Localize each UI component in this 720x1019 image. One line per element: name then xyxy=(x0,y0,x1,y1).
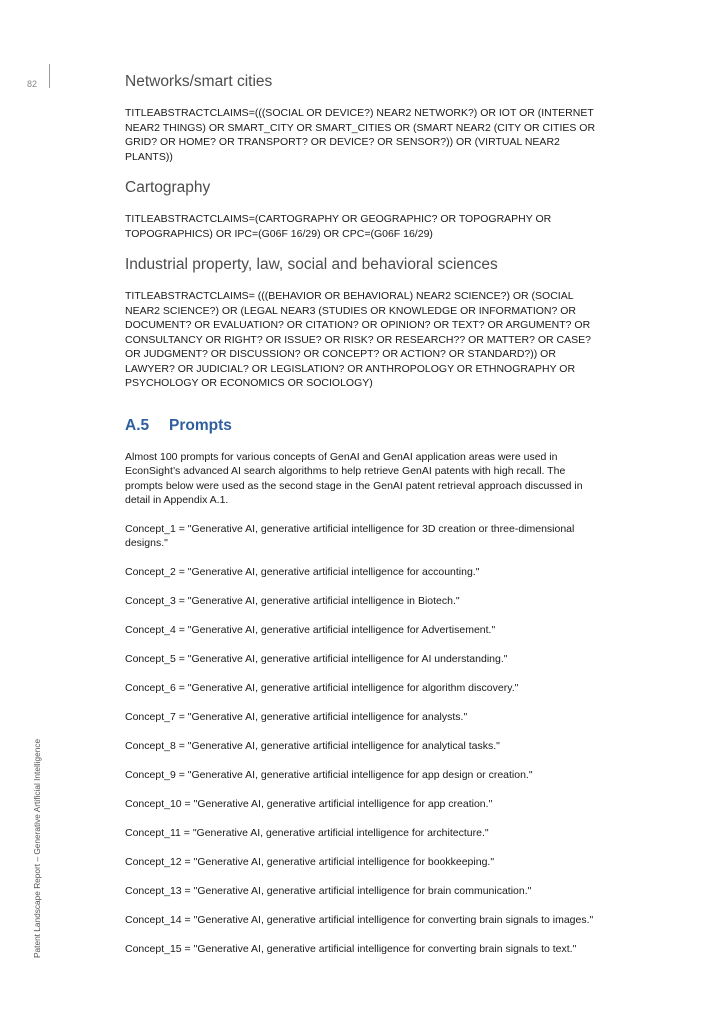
prompt-item: Concept_12 = "Generative AI, generative artificial intelligence for bookkeeping." xyxy=(125,856,495,868)
page-number: 82 xyxy=(27,79,38,89)
subheading-networks: Networks/smart cities xyxy=(125,73,273,90)
prompt-item: Concept_14 = "Generative AI, generative artificial intelligence for converting brain signals to images." xyxy=(125,914,594,926)
prompt-item: Concept_2 = "Generative AI, generative artificial intelligence for accounting." xyxy=(125,566,480,578)
prompt-item: Concept_10 = "Generative AI, generative artificial intelligence for app creation." xyxy=(125,798,493,810)
prompts-intro: Almost 100 prompts for various concepts of GenAI and GenAI application areas were used in EconSight’s advanced AI search algorithms to help retrieve GenAI patents with high recall. The prompts below were used as the second stage in the GenAI patent retrieval approach discussed in detail in Appendix A.1. xyxy=(125,450,583,506)
section-heading-prompts xyxy=(125,416,597,436)
prompt-item: Concept_9 = "Generative AI, generative artificial intelligence for app design or creation." xyxy=(125,769,533,781)
prompt-item: Concept_11 = "Generative AI, generative artificial intelligence for architecture." xyxy=(125,827,489,839)
query-cartography: TITLEABSTRACTCLAIMS=(CARTOGRAPHY OR GEOGRAPHIC? OR TOPOGRAPHY OR TOPOGRAPHICS) OR IPC=(G06F 16/29) OR CPC=(G06F 16/29) xyxy=(125,213,552,240)
prompt-item: Concept_8 = "Generative AI, generative artificial intelligence for analytical tasks." xyxy=(125,740,500,752)
prompt-item: Concept_4 = "Generative AI, generative artificial intelligence for Advertisement." xyxy=(125,624,496,636)
query-block-cartography xyxy=(125,178,597,241)
page-content xyxy=(125,72,597,971)
prompt-list xyxy=(125,522,597,957)
section-number: A.5 xyxy=(125,416,150,434)
page-number-rule xyxy=(49,64,50,88)
prompt-item: Concept_15 = "Generative AI, generative artificial intelligence for converting brain signals to text." xyxy=(125,943,577,955)
prompt-item: Concept_6 = "Generative AI, generative artificial intelligence for algorithm discovery." xyxy=(125,682,519,694)
prompt-item: Concept_7 = "Generative AI, generative artificial intelligence for analysts." xyxy=(125,711,468,723)
query-industrial-property: TITLEABSTRACTCLAIMS= (((BEHAVIOR OR BEHAVIORAL) NEAR2 SCIENCE?) OR (SOCIAL NEAR2 SCIENCE?) OR (LEGAL NEAR3 (STUDIES OR KNOWLEDGE OR INFORMATION? OR DOCUMENT? OR EVALUATION? OR CITATION? OR OPINION? OR TEXT? OR ARGUMENT? OR CONSULTANCY OR RIGHT? OR ISSUE? OR RISK? OR RESEARCH?? OR MATTER? OR CASE? OR JUDGMENT? OR DISCUSSION? OR CONCEPT? OR ACTION? OR STANDARD?)) OR LAWYER? OR JUDICIAL? OR LEGISLATION? OR ANTHROPOLOGY OR ETHNOGRAPHY OR PSYCHOLOGY OR ECONOMICS OR SOCIOLOGY) xyxy=(125,290,591,389)
query-block-networks xyxy=(125,72,597,164)
prompt-item: Concept_5 = "Generative AI, generative artificial intelligence for AI understanding." xyxy=(125,653,508,665)
query-block-industrial-property xyxy=(125,255,597,391)
section-title: Prompts xyxy=(169,416,232,434)
prompt-item: Concept_3 = "Generative AI, generative artificial intelligence in Biotech." xyxy=(125,595,460,607)
subheading-cartography: Cartography xyxy=(125,179,211,196)
subheading-industrial-property: Industrial property, law, social and behavioral sciences xyxy=(125,256,498,273)
report-side-label: Patent Landscape Report – Generative Artificial Intelligence xyxy=(32,738,42,958)
prompt-item: Concept_1 = "Generative AI, generative artificial intelligence for 3D creation or three-dimensional designs." xyxy=(125,522,575,549)
query-networks: TITLEABSTRACTCLAIMS=(((SOCIAL OR DEVICE?) NEAR2 NETWORK?) OR IOT OR (INTERNET NEAR2 THINGS) OR SMART_CITY OR SMART_CITIES OR (SMART NEAR2 (CITY OR CITIES OR GRID? OR HOME? OR TRANSPORT? OR DEVICE? OR SENSOR?)) OR (VIRTUAL NEAR2 PLANTS)) xyxy=(125,107,596,163)
prompt-item: Concept_13 = "Generative AI, generative artificial intelligence for brain communication." xyxy=(125,885,532,897)
